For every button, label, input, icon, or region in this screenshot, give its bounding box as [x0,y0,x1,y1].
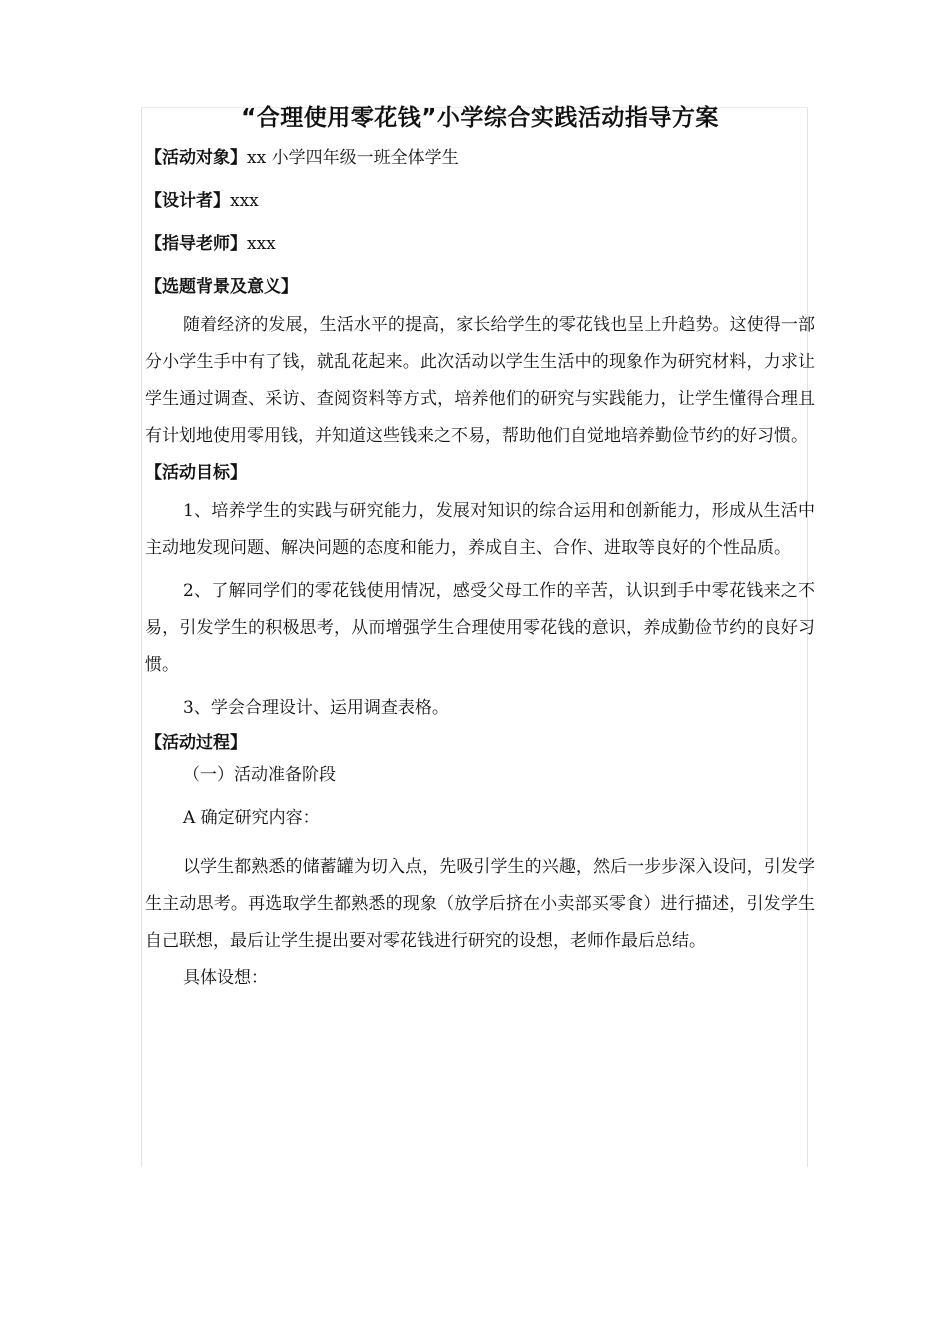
process-stage: （一）活动准备阶段 [183,765,336,785]
process-paragraph: 以学生都熟悉的储蓄罐为切入点，先吸引学生的兴趣，然后一步步深入设问，引发学生主动思考。再选取学生都熟悉的现象（放学后挤在小卖部买零食）进行描述，引发学生自己联想，最后让学生提出要对零花钱进行研究的设想，老师作最后总结。 [145,857,815,951]
field-target-label: 【活动对象】 [145,148,247,168]
field-teacher-label: 【指导老师】 [145,234,247,254]
section-heading-background: 【选题背景及意义】 [145,277,298,297]
field-teacher-value: xxx [247,234,276,254]
field-target-value: xx 小学四年级一班全体学生 [247,148,459,168]
goal-item-2: 2、了解同学们的零花钱使用情况，感受父母工作的辛苦，认识到手中零花钱来之不易，引发学生的积极思考，从而增强学生合理使用零花钱的意识，养成勤俭节约的良好习惯。 [145,581,815,675]
process-step: A 确定研究内容： [183,808,320,828]
document-title: “合理使用零花钱”小学综合实践活动指导方案 [241,105,719,131]
field-designer-value: xxx [230,191,259,211]
goal-item-1: 1、培养学生的实践与研究能力，发展对知识的综合运用和创新能力，形成从生活中主动地发现问题、解决问题的态度和能力，养成自主、合作、进取等良好的个性品质。 [145,501,815,558]
process-idea: 具体设想： [183,968,268,988]
document-body [145,100,815,1009]
section-heading-goals: 【活动目标】 [145,463,247,483]
section-heading-process: 【活动过程】 [145,733,247,753]
goal-item-3: 3、学会合理设计、运用调查表格。 [183,698,449,718]
field-target [145,146,815,170]
field-designer [145,189,815,213]
background-paragraph: 随着经济的发展，生活水平的提高，家长给学生的零花钱也呈上升趋势。这使得一部分小学生手中有了钱，就乱花起来。此次活动以学生生活中的现象作为研究材料，力求让学生通过调查、采访、查阅资料等方式，培养他们的研究与实践能力，让学生懂得合理且有计划地使用零用钱，并知道这些钱来之不易，帮助他们自觉地培养勤俭节约的好习惯。 [145,315,815,446]
field-designer-label: 【设计者】 [145,191,230,211]
field-teacher [145,232,815,256]
